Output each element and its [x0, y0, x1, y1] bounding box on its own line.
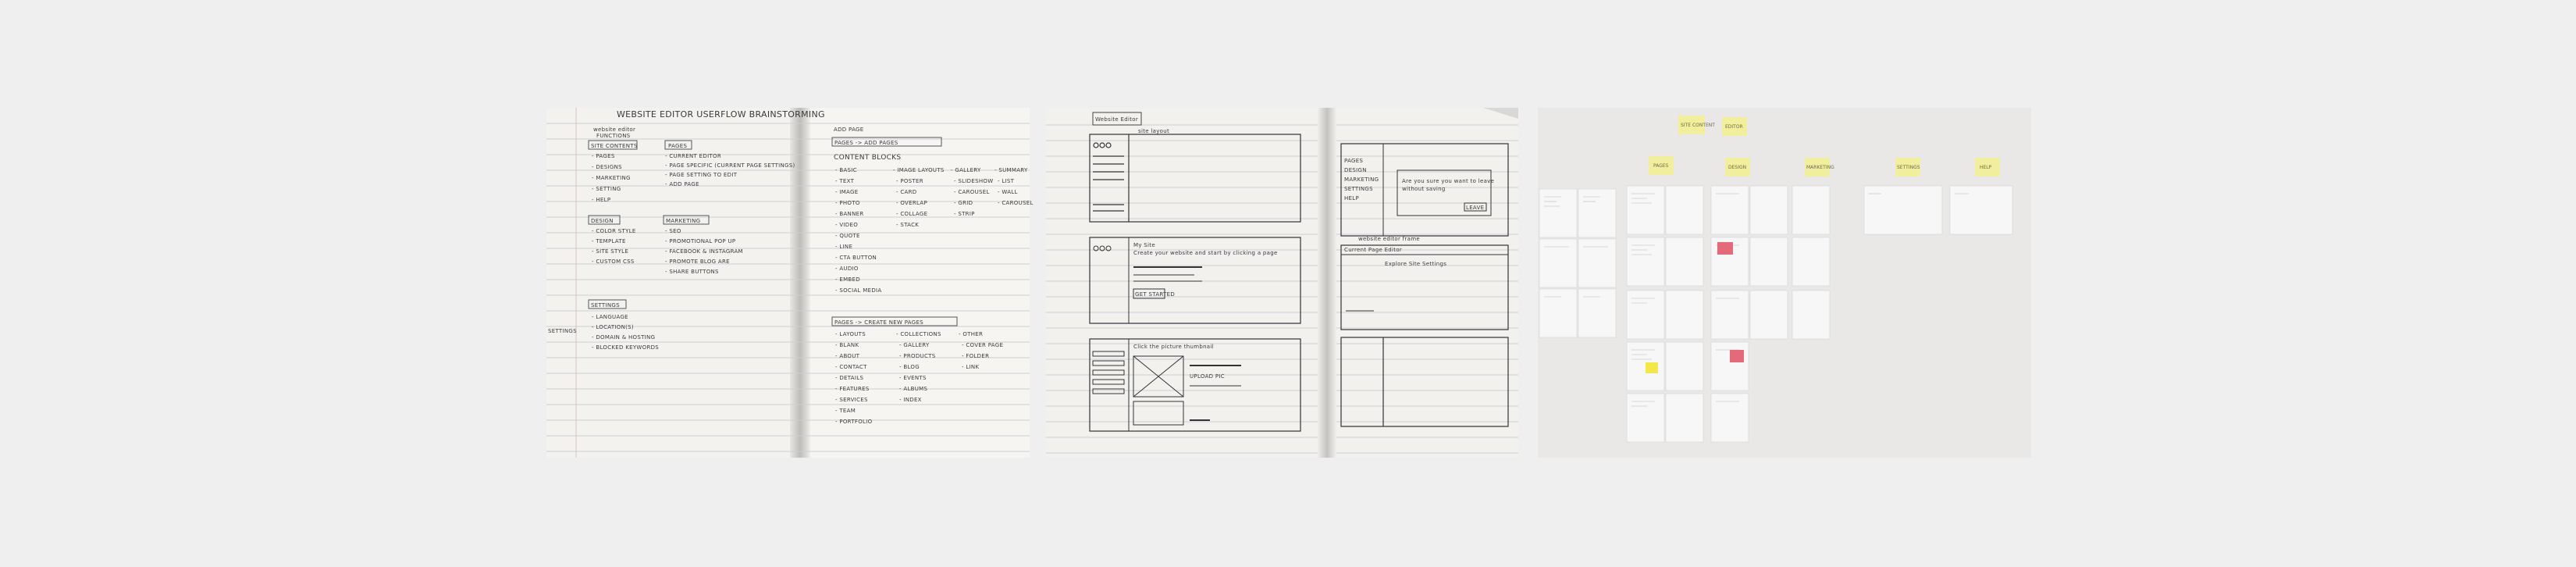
yellow-marker — [1646, 362, 1658, 373]
design-header: DESIGN — [591, 218, 614, 224]
sticky-label: SITE CONTENT — [1681, 123, 1715, 128]
side-item: DESIGN — [1344, 167, 1367, 173]
side-item: PAGES — [1344, 158, 1364, 164]
list-item: - AUDIO — [835, 266, 859, 272]
content-blocks-title: CONTENT BLOCKS — [834, 154, 902, 162]
list-item: - OVERLAP — [896, 200, 927, 206]
subtitle-functions: FUNCTIONS — [596, 133, 631, 139]
spine — [790, 108, 810, 458]
list-item: - SHARE BUTTONS — [665, 269, 719, 275]
list-item: - LANGUAGE — [592, 314, 628, 320]
dialog-text-1: Are you sure you want to leave — [1402, 178, 1495, 184]
dialog-text-2: without saving — [1402, 186, 1446, 192]
pages-header: PAGES — [668, 143, 688, 149]
list-item: - BLOCKED KEYWORDS — [592, 344, 660, 351]
list-item: - FACEBOOK & INSTAGRAM — [665, 248, 743, 255]
list-item: - COLLAGE — [896, 211, 928, 217]
list-item: - SERVICES — [835, 397, 868, 403]
sticky-label: EDITOR — [1725, 124, 1743, 130]
site-contents-label: SITE CONTENTS — [591, 143, 638, 149]
list-item: - EVENTS — [899, 375, 927, 381]
list-item: - OTHER — [959, 331, 984, 337]
list-item: - STACK — [896, 222, 920, 228]
spine — [1318, 108, 1336, 458]
sketch-upload: UPLOAD PIC — [1190, 373, 1225, 380]
list-item: - SUMMARY — [994, 167, 1028, 173]
list-item: - PROMOTE BLOG ARE — [665, 259, 730, 265]
sticky-row-4 — [1895, 158, 1920, 177]
list-item: - TEXT — [835, 178, 855, 184]
list-item: - CAROUSEL — [998, 200, 1034, 206]
sticky-label: PAGES — [1653, 163, 1669, 169]
list-item: - CONTACT — [835, 364, 867, 370]
list-item: - BANNER — [835, 211, 864, 217]
list-item: - SITE STYLE — [592, 248, 629, 255]
settings-panel-title: Explore Site Settings — [1385, 261, 1447, 267]
create-pages-title: PAGES -> CREATE NEW PAGES — [834, 319, 923, 326]
list-item: - CARD — [896, 189, 917, 195]
add-page-header: ADD PAGE — [834, 127, 864, 133]
wireframe-title: Website Editor — [1095, 116, 1139, 123]
list-item: - LAYOUTS — [835, 331, 866, 337]
sticky-label: MARKETING — [1806, 165, 1834, 170]
sketch-heading: My Site — [1133, 242, 1155, 248]
list-item: - QUOTE — [835, 233, 860, 239]
list-item: - INDEX — [899, 397, 922, 403]
wall-illustration — [1538, 108, 2031, 458]
list-item: - TEMPLATE — [592, 238, 626, 244]
list-item: - SETTING — [592, 186, 621, 192]
list-item: - ABOUT — [835, 353, 860, 359]
list-item: - CURRENT EDITOR — [665, 153, 721, 159]
list-item: - VIDEO — [835, 222, 859, 228]
photo-wall-sitemap — [1538, 108, 2031, 458]
left-page — [546, 108, 800, 458]
list-item: - TEAM — [835, 408, 856, 414]
pink-marker — [1717, 242, 1733, 255]
list-item: - GALLERY — [951, 167, 981, 173]
list-item: - CUSTOM CSS — [592, 259, 635, 265]
side-label: Current Page Editor — [1344, 247, 1403, 253]
list-item: - PORTFOLIO — [835, 419, 873, 425]
sticky-label: DESIGN — [1728, 165, 1747, 170]
sticky-top-2 — [1722, 117, 1747, 136]
sticky-label: SETTINGS — [1897, 165, 1920, 170]
list-item: - SEO — [665, 228, 681, 234]
sticky-row-1 — [1649, 156, 1674, 175]
list-item: - BLOG — [899, 364, 920, 370]
list-item: - ADD PAGE — [665, 181, 699, 187]
list-item: - IMAGE — [835, 189, 859, 195]
brainstorm-title: WEBSITE EDITOR USERFLOW BRAINSTORMING — [617, 109, 825, 119]
list-item: - LINK — [962, 364, 980, 370]
marketing-header: MARKETING — [666, 218, 701, 224]
side-item: HELP — [1344, 195, 1360, 201]
list-item: - DOMAIN & HOSTING — [592, 334, 656, 341]
list-item: - FOLDER — [962, 353, 990, 359]
settings-header: SETTINGS — [591, 302, 620, 308]
list-item: - IMAGE LAYOUTS — [893, 167, 945, 173]
settings-side-label: SETTINGS — [548, 328, 577, 334]
note-site-layout: site layout — [1138, 128, 1170, 134]
subtitle-website-editor: website editor — [593, 127, 636, 133]
side-item: MARKETING — [1344, 177, 1379, 183]
list-item: - LIST — [998, 178, 1015, 184]
list-item: - GRID — [954, 200, 973, 206]
list-item: - LOCATION(S) — [592, 324, 634, 330]
list-item: - PAGE SPECIFIC (CURRENT PAGE SETTINGS) — [665, 162, 795, 169]
pink-marker — [1730, 350, 1744, 362]
photo-notebook-brainstorm — [546, 108, 1034, 458]
sketch-sub: Create your website and start by clicking a page — [1133, 250, 1278, 256]
sketch-hint: Click the picture thumbnail — [1133, 344, 1214, 350]
list-item: - WALL — [998, 189, 1018, 195]
dialog-button: LEAVE — [1466, 205, 1485, 211]
list-item: - SOCIAL MEDIA — [835, 287, 882, 294]
wireframe-illustration — [1046, 108, 1518, 458]
list-item: - BASIC — [835, 167, 857, 173]
add-pages-sub: PAGES -> ADD PAGES — [834, 140, 898, 146]
list-item: - BLANK — [835, 342, 859, 348]
list-item: - PROMOTIONAL POP UP — [665, 238, 736, 244]
sketch-button: GET STARTED — [1135, 291, 1176, 298]
footer-text: website editor frame — [1358, 236, 1420, 242]
list-item: - PHOTO — [835, 200, 860, 206]
list-item: - CAROUSEL — [954, 189, 990, 195]
list-item: - DETAILS — [835, 375, 864, 381]
sticky-row-2 — [1725, 158, 1750, 177]
list-item: - POSTER — [896, 178, 923, 184]
list-item: - ALBUMS — [899, 386, 928, 392]
list-item: - CTA BUTTON — [835, 255, 877, 261]
notebook-illustration — [546, 108, 1034, 458]
list-item: - PAGES — [592, 153, 615, 159]
list-item: - DESIGNS — [592, 164, 622, 170]
list-item: - FEATURES — [835, 386, 870, 392]
list-item: - COLOR STYLE — [592, 228, 636, 234]
sticky-row-5 — [1975, 158, 2000, 177]
list-item: - SLIDESHOW — [954, 178, 994, 184]
list-item: - PRODUCTS — [899, 353, 936, 359]
photo-notebook-wireframes — [1046, 108, 1518, 458]
list-item: - MARKETING — [592, 175, 631, 181]
list-item: - HELP — [592, 197, 611, 203]
list-item: - STRIP — [954, 211, 975, 217]
list-item: - COVER PAGE — [962, 342, 1004, 348]
list-item: - COLLECTIONS — [896, 331, 941, 337]
list-item: - PAGE SETTING TO EDIT — [665, 172, 738, 178]
list-item: - GALLERY — [899, 342, 930, 348]
list-item: - LINE — [835, 244, 853, 250]
sticky-label: HELP — [1980, 165, 1992, 170]
list-item: - EMBED — [835, 276, 860, 283]
side-item: SETTINGS — [1344, 186, 1373, 192]
